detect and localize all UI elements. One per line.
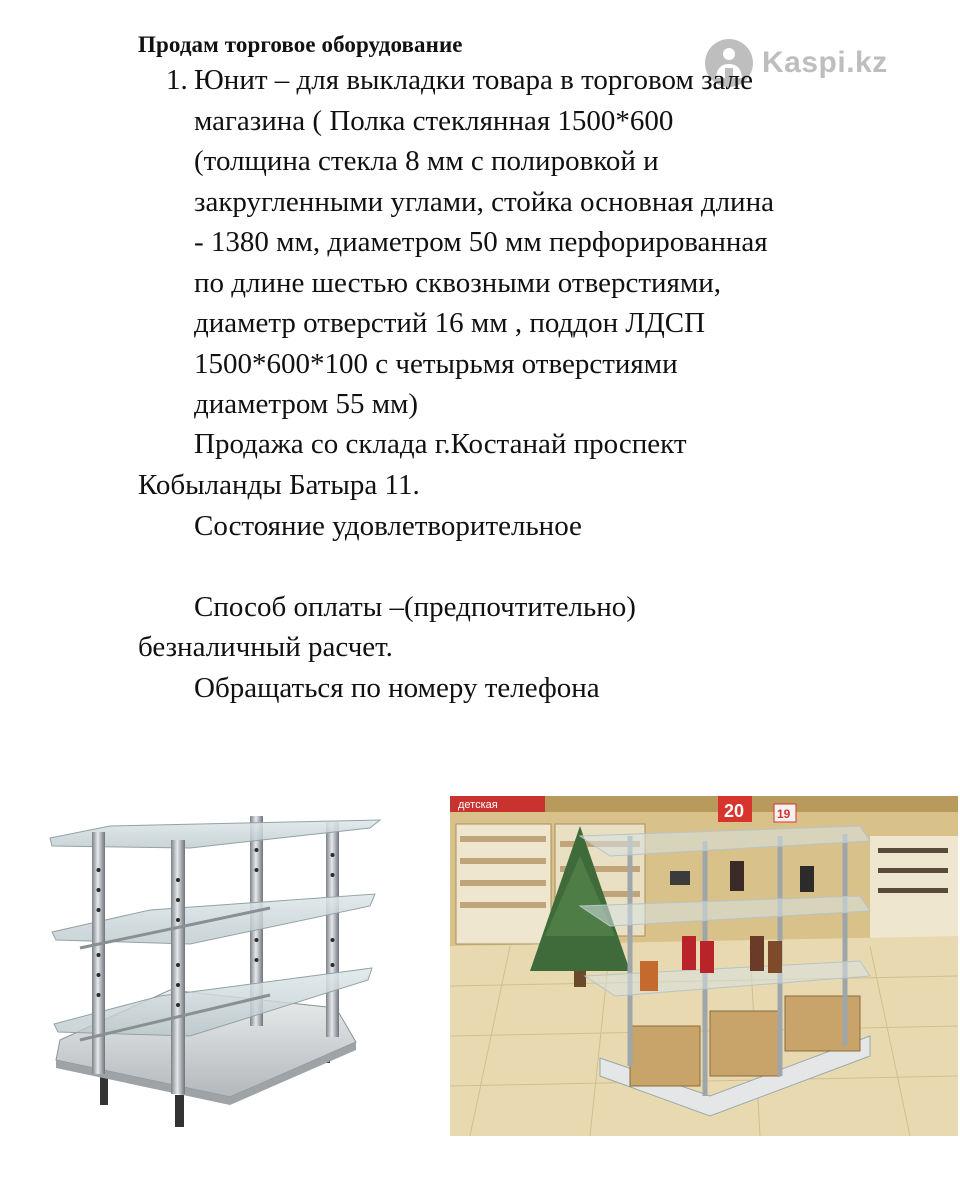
store-sign-text: детская: [458, 799, 498, 811]
address-line-1: Продажа со склада г.Костанай проспект: [194, 428, 687, 460]
item-line: диаметр отверстий 16 мм , поддон ЛДСП: [194, 307, 706, 339]
payment-line-1: Способ оплаты –(предпочтительно): [194, 591, 636, 623]
price-tag: 20: [724, 801, 745, 821]
item-line: диаметром 55 мм): [194, 388, 419, 420]
item-line: закругленными углами, стойка основная длина: [194, 185, 774, 218]
contact-text: Обращаться по номеру телефона: [194, 672, 600, 704]
address-line-2: Кобыланды Батыра 11.: [138, 469, 420, 501]
page-heading: Продам торговое оборудование: [138, 32, 463, 57]
list-number: 1.: [166, 64, 188, 96]
item-line: Юнит – для выкладки товара в торговом зале: [194, 64, 754, 96]
item-line: по длине шестью сквозными отверстиями,: [194, 266, 722, 299]
item-line: (толщина стекла 8 мм с полировкой и: [194, 145, 659, 177]
item-line: - 1380 мм, диаметром 50 мм перфорированная: [194, 226, 768, 258]
store-photo: [450, 796, 958, 1136]
condition-text: Состояние удовлетворительное: [194, 510, 582, 542]
item-line: магазина ( Полка стеклянная 1500*600: [194, 104, 674, 137]
payment-line-2: безналичный расчет.: [138, 631, 393, 663]
price-tag-2: 19: [777, 807, 791, 821]
shelf-unit-render: [40, 790, 392, 1140]
item-description: [194, 60, 894, 425]
item-line: 1500*600*100 с четырьмя отверстиями: [194, 347, 678, 380]
watermark-text: Kaspi.kz: [762, 46, 888, 79]
